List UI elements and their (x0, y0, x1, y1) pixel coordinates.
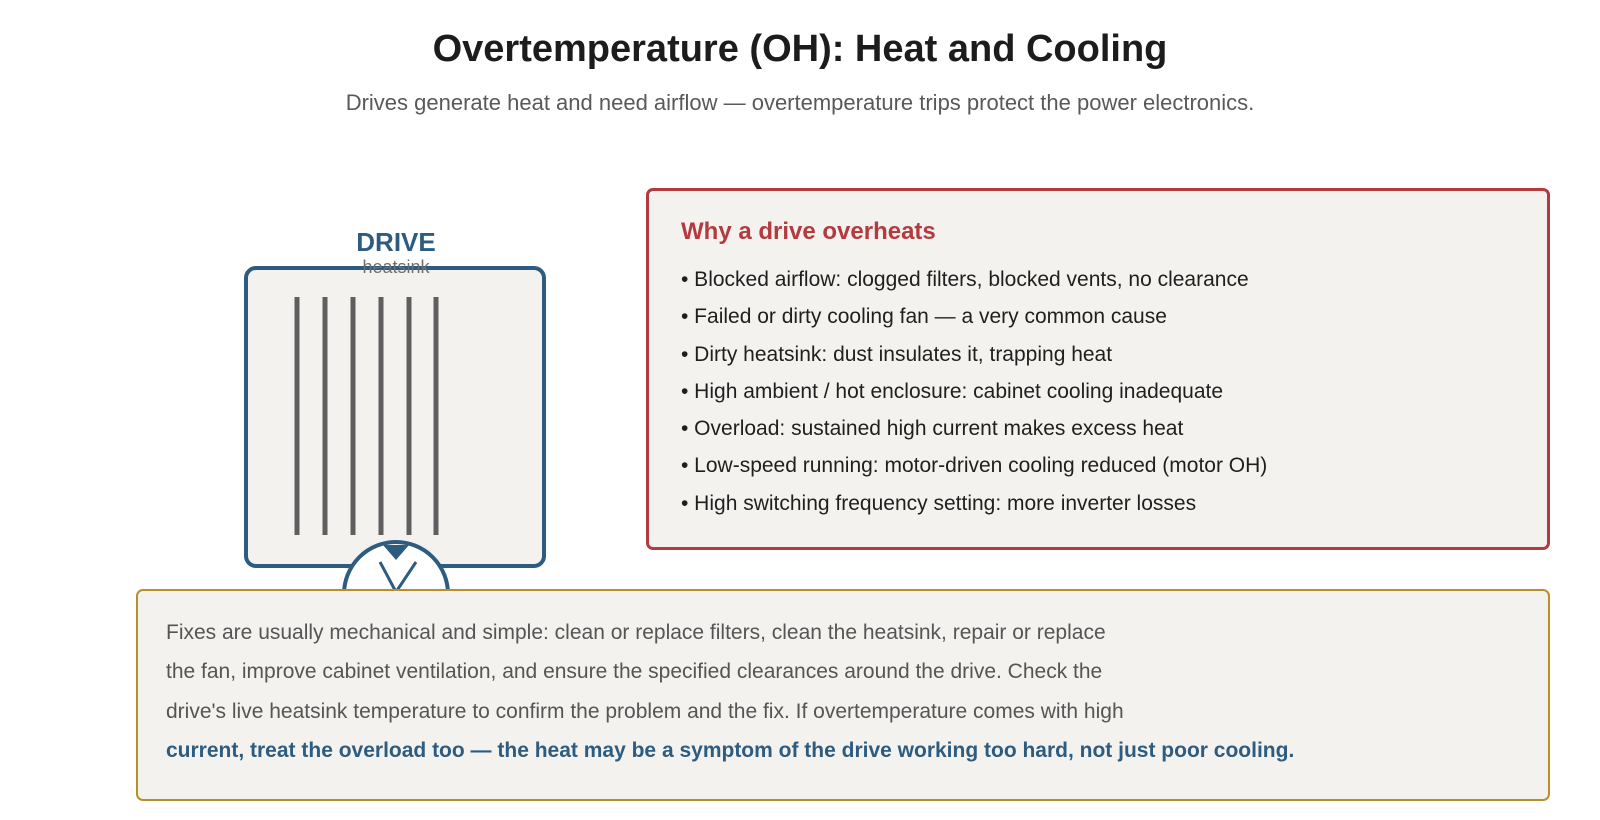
drive-diagram (0, 0, 620, 600)
fixes-text-line: drive's live heatsink temperature to confirm the problem and the fix. If overtemperature comes with high (166, 699, 1124, 723)
cause-item: • High ambient / hot enclosure: cabinet cooling inadequate (681, 379, 1224, 403)
fixes-text-line: the fan, improve cabinet ventilation, and ensure the specified clearances around the drive. Check the (166, 660, 1103, 684)
overheat-causes-title: Why a drive overheats (681, 218, 936, 245)
drive-enclosure (246, 268, 544, 566)
fixes-panel (136, 589, 1550, 801)
page-subtitle: Drives generate heat and need airflow — overtemperature trips protect the power electronics. (345, 90, 1255, 115)
heatsink-label: heatsink (362, 257, 430, 277)
overheat-causes-list (681, 261, 1517, 522)
fixes-text-line: Fixes are usually mechanical and simple: clean or replace filters, clean the heatsink, repair or replace (166, 621, 1106, 644)
cause-item: • High switching frequency setting: more inverter losses (681, 491, 1197, 515)
cause-item: • Failed or dirty cooling fan — a very common cause (681, 305, 1167, 329)
drive-label: DRIVE (356, 227, 436, 257)
overheat-causes-panel (646, 188, 1550, 550)
page-title: Overtemperature (OH): Heat and Cooling (432, 28, 1168, 70)
cause-item: • Dirty heatsink: dust insulates it, trapping heat (681, 342, 1113, 366)
fixes-emphasis-line: current, treat the overload too — the heat may be a symptom of the drive working too hard, not just poor cooling. (166, 738, 1295, 762)
cause-item: • Low-speed running: motor-driven cooling reduced (motor OH) (681, 454, 1268, 478)
cause-item: • Overload: sustained high current makes excess heat (681, 417, 1184, 441)
cause-item: • Blocked airflow: clogged filters, blocked vents, no clearance (681, 268, 1249, 291)
